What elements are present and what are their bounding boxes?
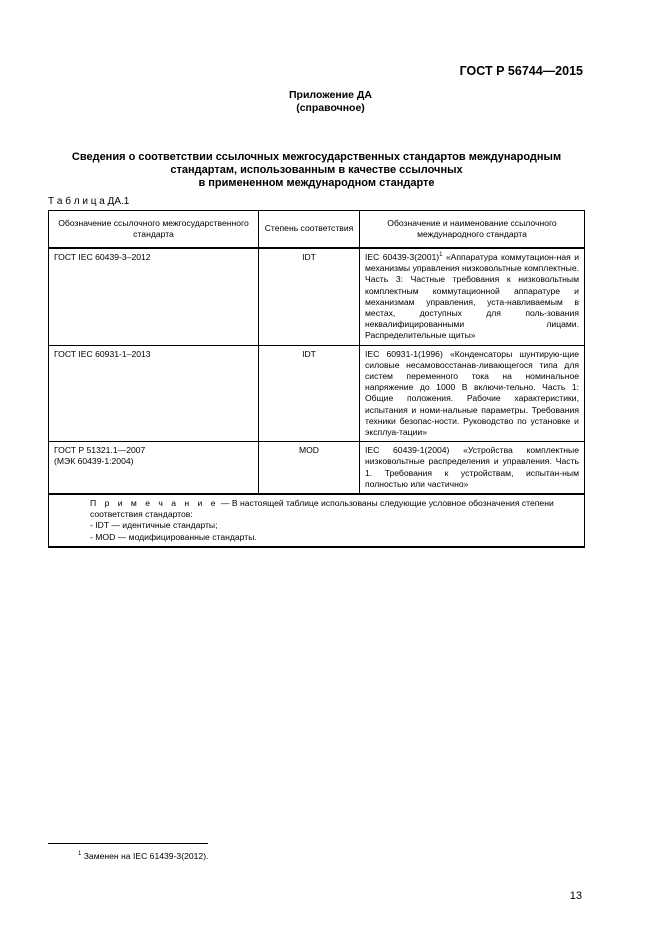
standard-code: ГОСТ IEC 60931-1–2013	[54, 348, 151, 359]
note-text	[54, 498, 579, 520]
footnote-mark: 1	[78, 851, 82, 858]
standard-cell	[49, 345, 259, 442]
note-item: - IDT — идентичные стандарты;	[90, 520, 218, 531]
column-header: Степень соответствия	[259, 211, 360, 249]
table-header-row	[49, 211, 585, 249]
annex-title	[0, 89, 661, 115]
heading-line: Сведения о соответствии ссылочных межгосударственных стандартов международным	[71, 151, 562, 163]
intl-standard-cell	[360, 345, 585, 442]
section-heading	[48, 151, 585, 190]
intl-standard-cell	[360, 442, 585, 494]
intl-title: «Аппаратура коммутацион-ная и механизмы управления низковольтные комплектные. Часть 3: Частные требования к низковольтным комплектным коммутационной аппаратуре и механизмам управления, уста-навливаемым в местах, доступных для поль-зования неквалифицированными лицами. Распределительные щиты»	[365, 252, 580, 341]
annex-type: (справочное)	[296, 102, 365, 114]
intl-title: «Конденсаторы шунтирую-щие силовые несамовосстанав-ливающегося типа для систем переменного тока на номинальное напряжение до 1000 В включи-тельно. Часть 1: Общие положения. Рабочие характеристики, испытания и номи-нальные параметры. Требования техники безопас-ности. Руководство по установке и эксплуа-тации»	[365, 348, 579, 438]
column-header: Обозначение ссылочного межгосударственного стандарта	[49, 211, 259, 249]
heading-line: стандартам, использованным в качестве ссылочных	[170, 164, 463, 176]
table-row	[49, 248, 585, 345]
standard-code: ГОСТ IEC 60439-3–2012	[54, 252, 151, 262]
correspondence-table	[48, 210, 585, 548]
intl-ref: IEC 60439-1(2004)	[365, 445, 450, 456]
page-number: 13	[569, 890, 582, 902]
column-header: Обозначение и наименование ссылочного международного стандарта	[360, 211, 585, 249]
degree-cell: IDT	[259, 248, 360, 345]
standard-code: ГОСТ Р 51321.1—2007	[54, 445, 146, 456]
standard-cell	[49, 442, 259, 494]
standard-code-secondary: (МЭК 60439-1:2004)	[54, 456, 134, 467]
footnote-text: Заменен на IEC 61439-3(2012).	[81, 851, 209, 861]
note-body: — В настоящей таблице использованы следующие условное обозначения степени соответствия стандартов:	[90, 498, 554, 520]
intl-ref: IEC 60931-1(1996)	[365, 348, 443, 359]
note-label: П р и м е ч а н и е	[90, 498, 219, 509]
table-row	[49, 345, 585, 442]
annex-label: Приложение ДА	[289, 89, 372, 101]
note-item: - MOD — модифицированные стандарты.	[90, 531, 257, 542]
footnote	[78, 851, 208, 861]
table-caption: Т а б л и ц а ДА.1	[48, 196, 130, 207]
degree-cell: MOD	[259, 442, 360, 494]
standard-cell	[49, 248, 259, 345]
degree-cell: IDT	[259, 345, 360, 442]
document-code: ГОСТ Р 56744—2015	[459, 64, 583, 78]
footnote-mark: 1	[439, 252, 443, 259]
footnote-divider	[48, 843, 208, 844]
table-note-row	[49, 494, 585, 547]
intl-standard-cell	[360, 248, 585, 345]
intl-title: «Устройства комплектные низковольтные распределения и управления. Часть 1. Требования к устройствам, испытан-ным полностью или частично»	[365, 445, 580, 489]
table-note	[49, 494, 585, 547]
intl-ref: IEC 60439-3(2001)	[365, 252, 440, 262]
table-row	[49, 442, 585, 494]
heading-line: в примененном международном стандарте	[198, 177, 435, 189]
